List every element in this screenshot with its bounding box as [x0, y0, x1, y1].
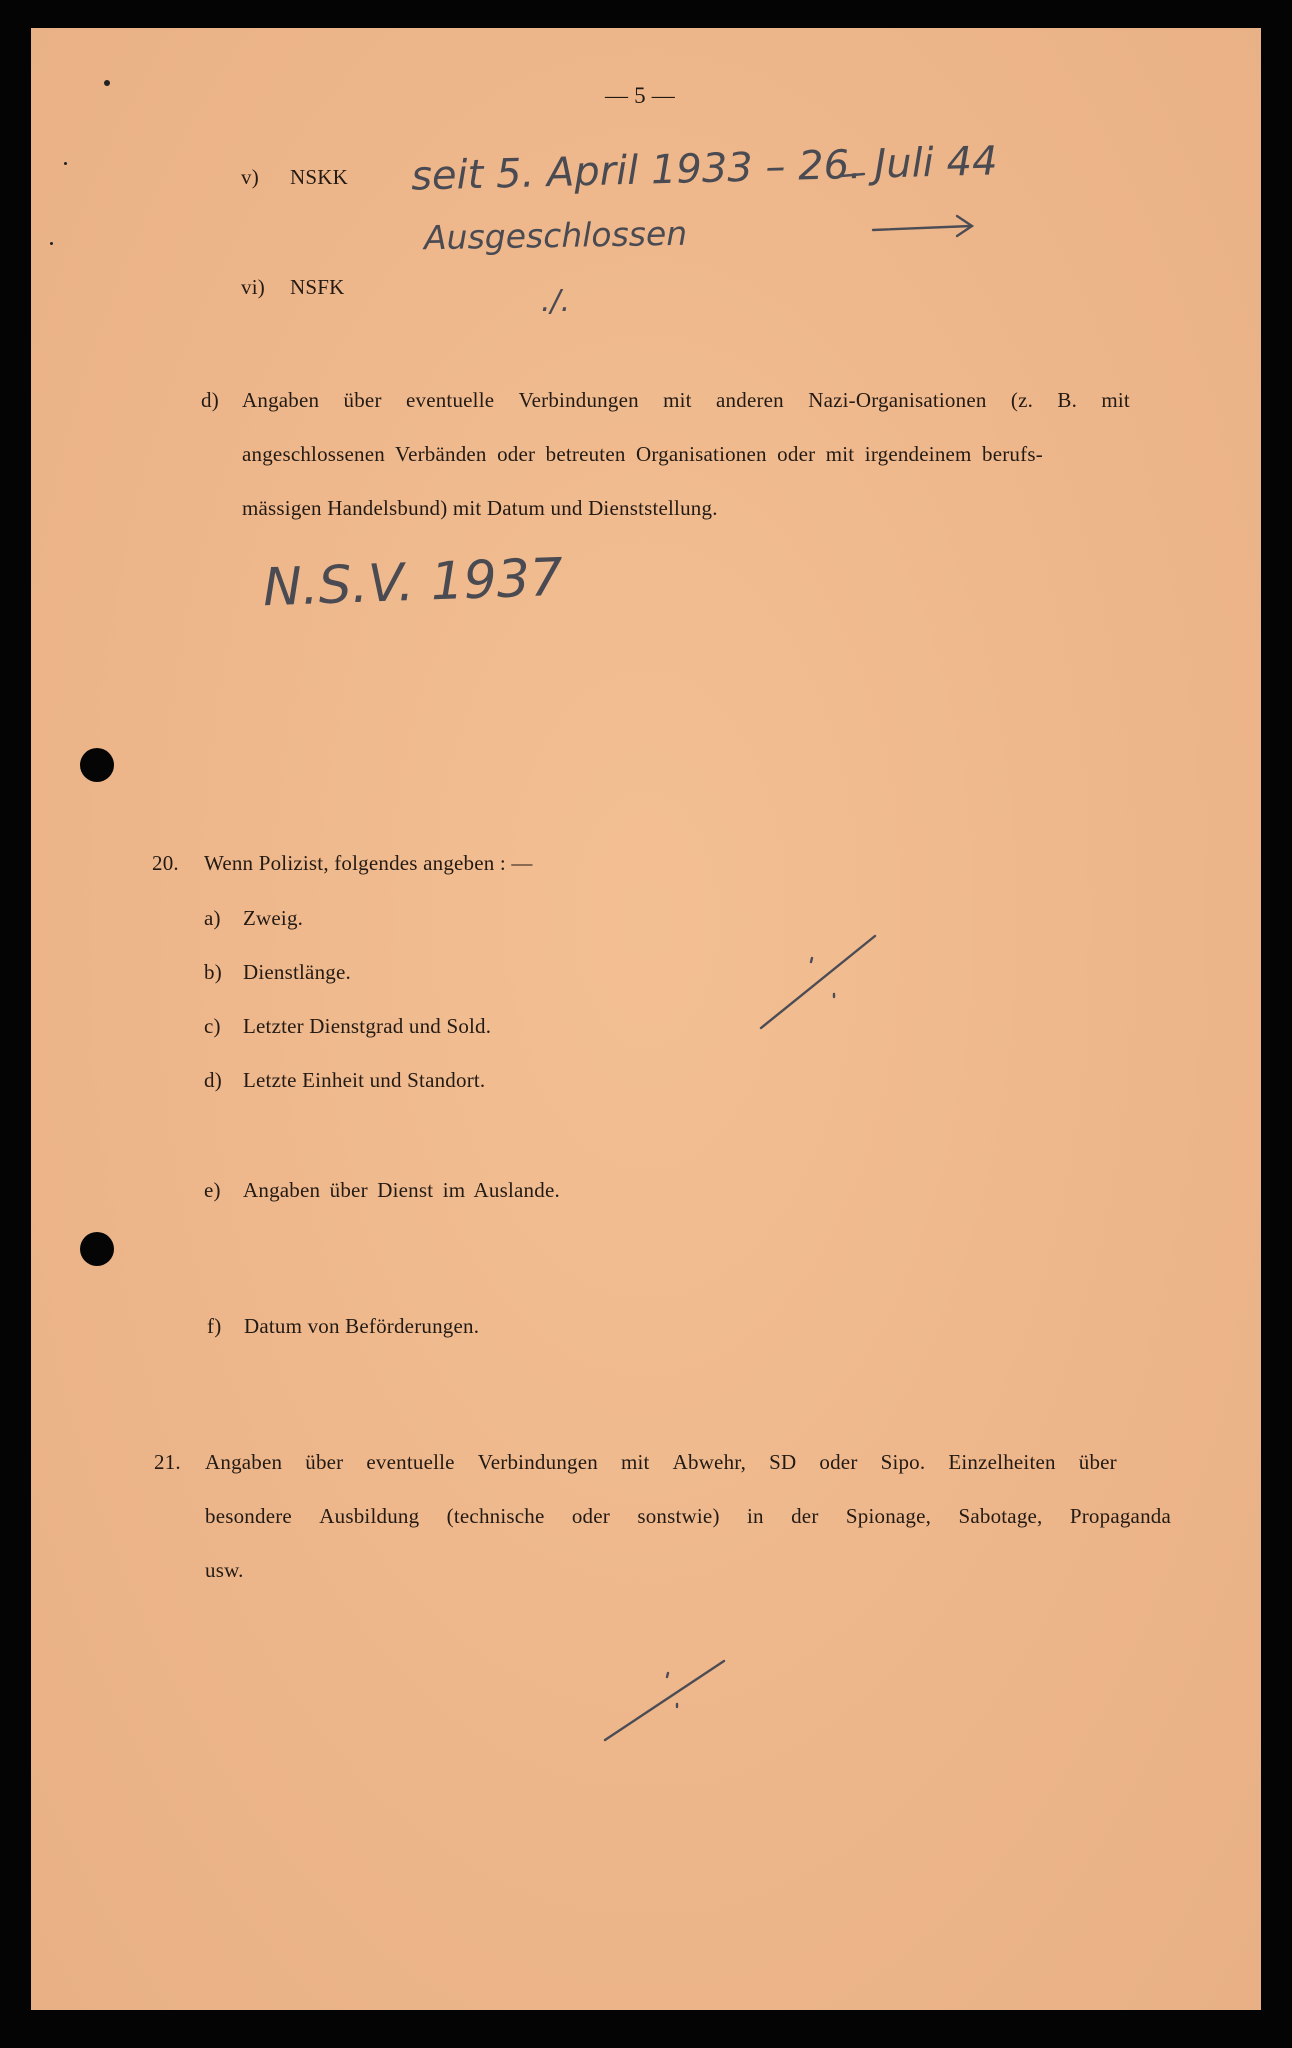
- q20-title: Wenn Polizist, folgendes angeben : —: [204, 851, 533, 875]
- handwriting-nsv-entry: N.S.V. 1937: [262, 547, 564, 619]
- q21-line-2: besondere Ausbildung (technische oder sonstwie) in der Spionage, Sabotage, Propaganda: [205, 1504, 1171, 1528]
- q20-b-label: b): [204, 960, 222, 984]
- q20-number: 20.: [152, 851, 179, 875]
- q20-b-text: Dienstlänge.: [243, 960, 351, 984]
- handwriting-nsfk-mark: ./.: [541, 284, 571, 319]
- arrow-stroke: [873, 226, 971, 230]
- q20-f-text: Datum von Beförderungen.: [244, 1314, 480, 1338]
- item-d-line-1: Angaben über eventuelle Verbindungen mit anderen Nazi-Organisationen (z. B. mit: [242, 388, 1130, 412]
- q20-e-label: e): [204, 1178, 221, 1202]
- item-v-org: NSKK: [290, 165, 348, 189]
- null-slash-q21: [605, 1661, 724, 1740]
- null-slash-q20: [761, 936, 875, 1028]
- q20-f-label: f): [207, 1314, 222, 1338]
- q20-a-label: a): [204, 906, 221, 930]
- null-slash-q20-dot: [811, 958, 812, 962]
- q20-a-text: Zweig.: [243, 906, 304, 930]
- q20-c-text: Letzter Dienstgrad und Sold.: [243, 1014, 492, 1038]
- document-page: [31, 28, 1261, 2010]
- page-number: — 5 —: [605, 83, 675, 108]
- item-d-line-3: mässigen Handelsbund) mit Datum und Dienststellung.: [242, 496, 718, 520]
- item-v-label: v): [241, 165, 259, 189]
- dash-mark: [841, 174, 864, 176]
- handwriting-nskk-period: seit 5. April 1933 – 26. Juli 44: [410, 138, 999, 200]
- item-vi-org: NSFK: [290, 275, 345, 299]
- q20-e-text: Angaben über Dienst im Auslande.: [243, 1178, 560, 1202]
- q21-line-3: usw.: [205, 1558, 244, 1582]
- item-d-line-2: angeschlossenen Verbänden oder betreuten Organisationen oder mit irgendeinem berufs-: [242, 442, 1043, 466]
- item-d-label: d): [201, 388, 219, 412]
- handwriting-nskk-excluded: Ausgeschlossen: [423, 213, 688, 258]
- item-vi-label: vi): [241, 275, 265, 299]
- null-slash-q21-dot: [667, 1673, 668, 1677]
- pencil-strokes: [31, 28, 1261, 2010]
- q20-c-label: c): [204, 1014, 221, 1038]
- q21-line-1: Angaben über eventuelle Verbindungen mit Abwehr, SD oder Sipo. Einzelheiten über: [205, 1450, 1117, 1474]
- q20-d-text: Letzte Einheit und Standort.: [243, 1068, 486, 1092]
- q21-number: 21.: [154, 1450, 181, 1474]
- q20-d-label: d): [204, 1068, 222, 1092]
